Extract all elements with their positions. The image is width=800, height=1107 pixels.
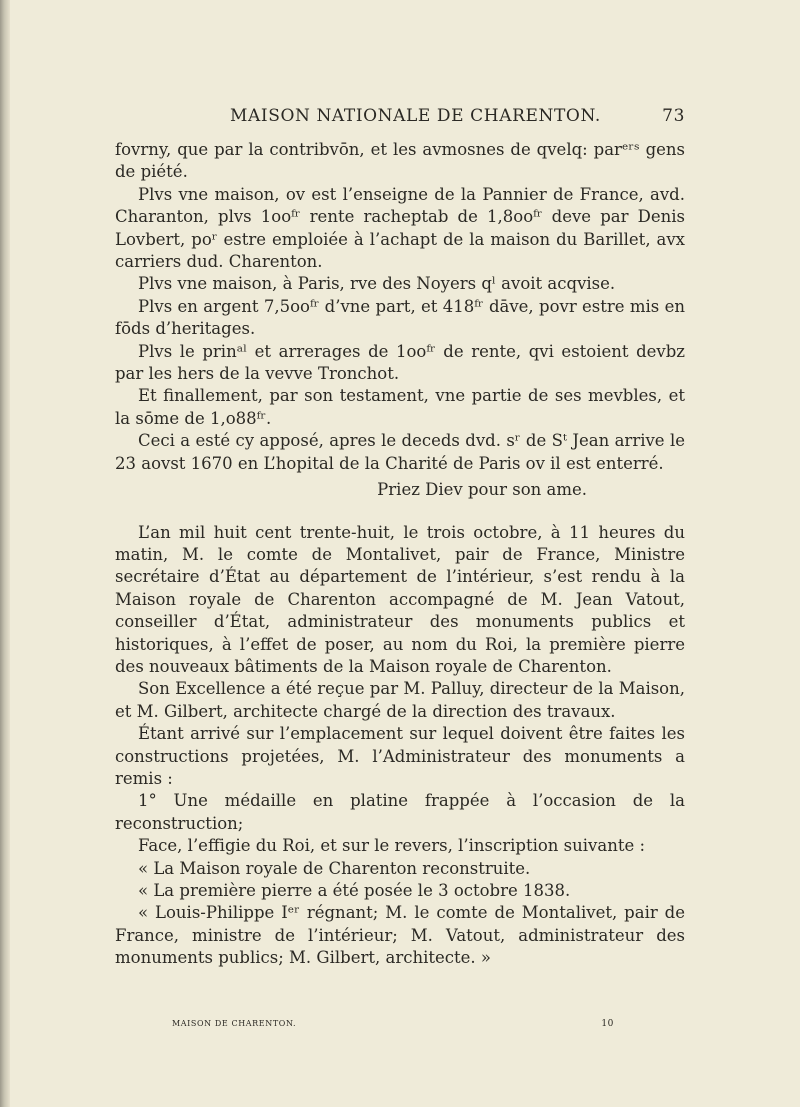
signature-number: 10 [601, 1019, 614, 1029]
inscription-line-1: « La Maison royale de Charenton reconstruite. [138, 858, 531, 878]
paragraph-2: Plvs vne maison, ov est l’enseigne de la Pannier de France, avd. Charanton, plvs 1ooᶠʳ rente racheptab de 1,8ooᶠʳ deve par Denis Lovbert, poʳ estre emploiée à l’achapt de la maison du Barillet, avx carriers dud. Charenton. [115, 184, 685, 272]
paragraph-1: fovrny, que par la contribvōn, et les avmosnes de qvelq: parᵉʳˢ gens de piété. [115, 140, 685, 182]
paragraph-10: Étant arrivé sur l’emplacement sur lequel doivent être faites les constructions projetées, M. l’Administrateur des monuments a remis : [115, 724, 685, 788]
paragraph-8: L’an mil huit cent trente-huit, le trois octobre, à 11 heures du matin, M. le comte de Montalivet, pair de France, Ministre secrétaire d’État au département de l’intérieur, s’est rendu à la Maison royale de Charenton accompagné de M. Jean Vatout, conseiller d’État, administrateur des monuments publics et historiques, à l’effet de poser, au nom du Roi, la première pierre des nouveaux bâtiments de la Maison royale de Charenton. [115, 522, 685, 676]
inscription-line-2: « La première pierre a été posée le 3 octobre 1838. [138, 881, 571, 900]
printer-signature [172, 1019, 614, 1033]
paragraph-7: Ceci a esté cy apposé, apres le deceds dvd. sʳ de Sᵗ Jean arrive le 23 aovst 1670 en L’hopital de la Charité de Paris ov il est enterré. [115, 431, 685, 473]
body-text [115, 139, 685, 970]
section-gap [115, 502, 685, 522]
paragraph-11: 1° Une médaille en platine frappée à l’occasion de la reconstruction; [115, 791, 685, 833]
prayer-line: Priez Diev pour son ame. [377, 480, 587, 500]
paragraph-3: Plvs vne maison, à Paris, rve des Noyers qˡ avoit acqvise. [138, 274, 616, 294]
inscription-line-3: « Louis-Philippe Iᵉʳ régnant; M. le comte de Montalivet, pair de France, ministre de l’intérieur; M. Vatout, administrateur des monuments publics; M. Gilbert, architecte. » [115, 903, 685, 968]
running-head [115, 106, 685, 130]
binding-edge [0, 0, 10, 1107]
paragraph-6: Et finallement, par son testament, vne partie de ses mevbles, et la sōme de 1,o88ᶠʳ. [115, 386, 685, 428]
running-title: MAISON NATIONALE DE CHARENTON. [230, 106, 601, 126]
paragraph-5: Plvs le prinᵃˡ et arrerages de 1ooᶠʳ de rente, qvi estoient devbz par les hers de la vevve Tronchot. [115, 341, 685, 384]
paragraph-4: Plvs en argent 7,5ooᶠʳ d’vne part, et 418ᶠʳ dāve, povr estre mis en fōds d’heritages. [115, 296, 685, 339]
paragraph-9: Son Excellence a été reçue par M. Palluy, directeur de la Maison, et M. Gilbert, architecte chargé de la direction des travaux. [115, 679, 685, 721]
signature-text: MAISON DE CHARENTON. [172, 1019, 297, 1028]
paragraph-12: Face, l’effigie du Roi, et sur le revers, l’inscription suivante : [138, 836, 646, 856]
page-number: 73 [662, 106, 685, 126]
